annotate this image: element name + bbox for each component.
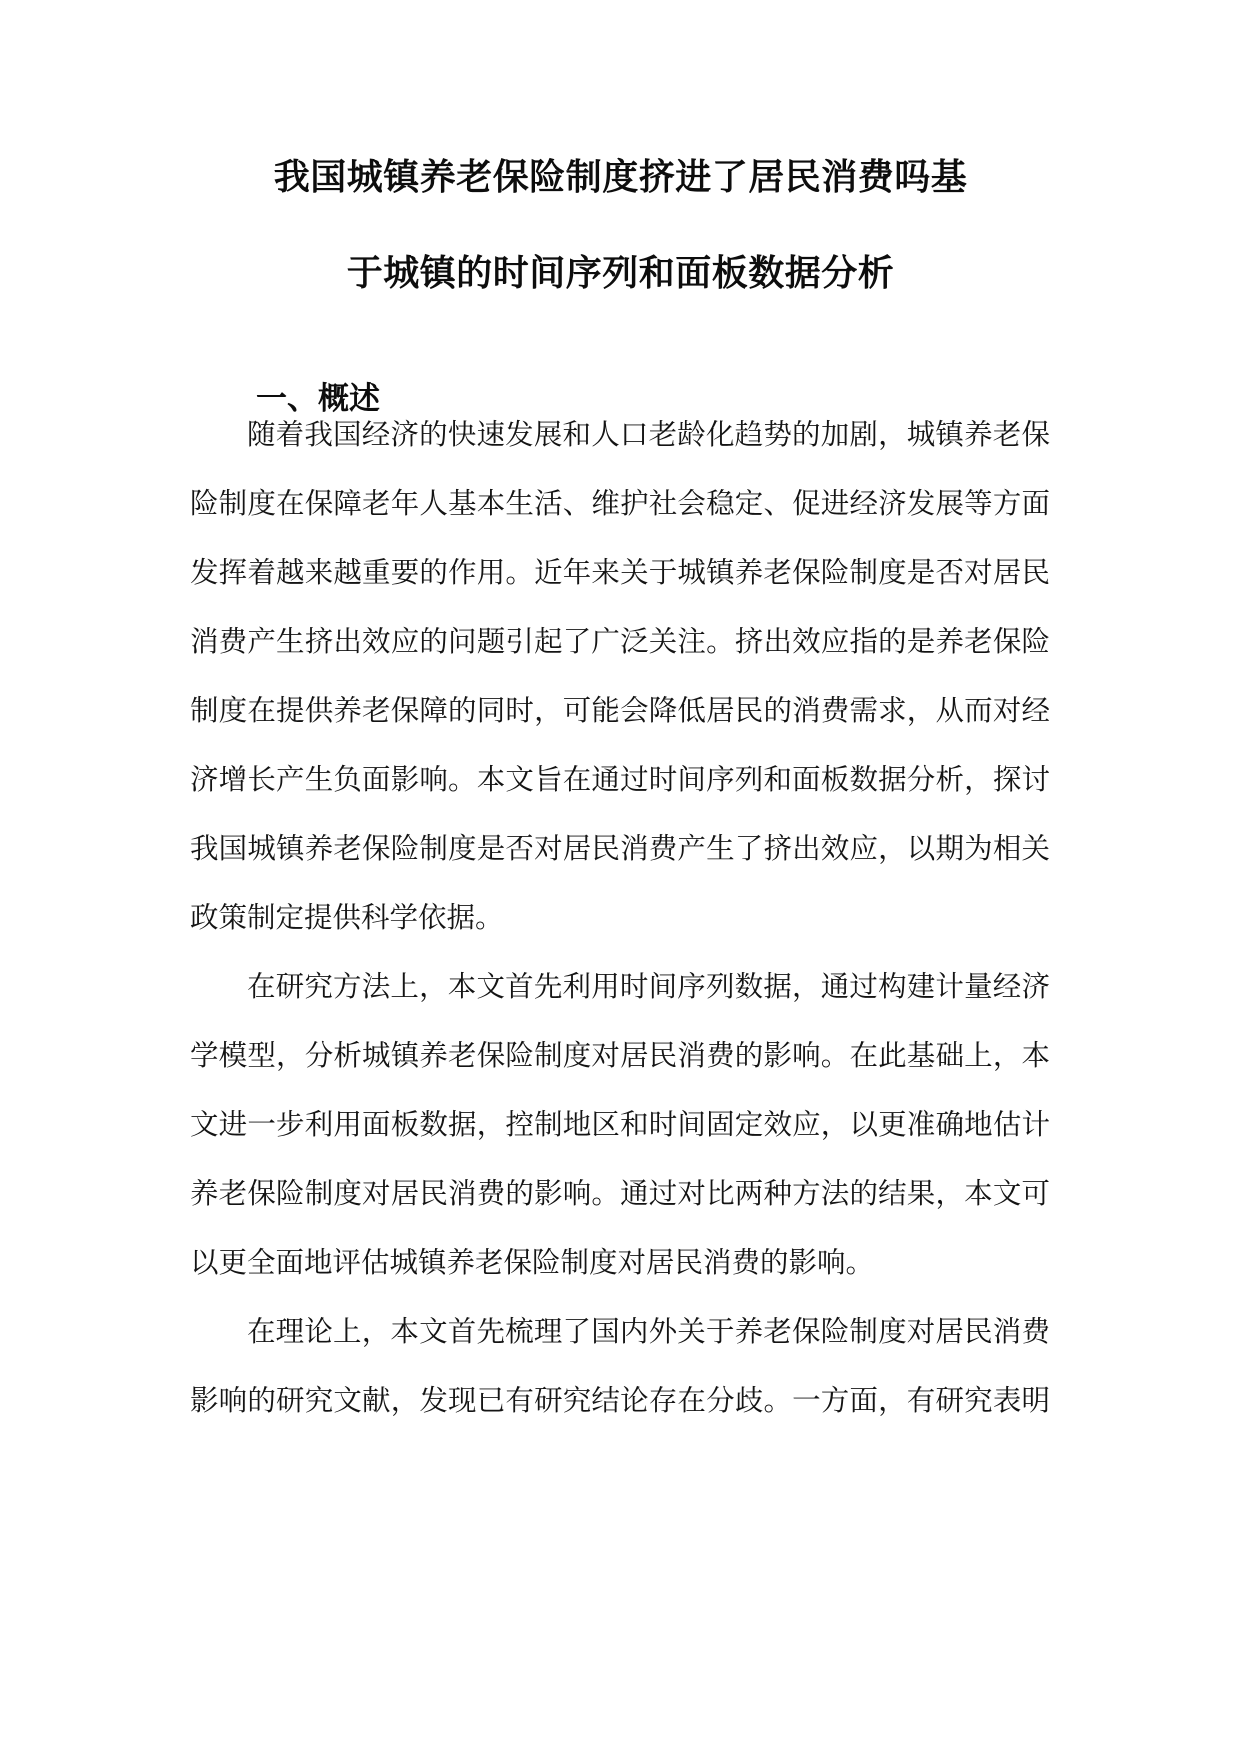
paragraph-1-line-7: 我国城镇养老保险制度是否对居民消费产生了挤出效应，以期为相关: [190, 832, 1050, 865]
document-title-line-2: 于城镇的时间序列和面板数据分析: [346, 253, 895, 294]
section-heading: 一、概述: [256, 381, 380, 417]
paragraph-1-line-6: 济增长产生负面影响。本文旨在通过时间序列和面板数据分析，探讨: [190, 763, 1050, 796]
document-title-line-1: 我国城镇养老保险制度挤进了居民消费吗基: [273, 157, 968, 198]
paragraph-1-line-4: 消费产生挤出效应的问题引起了广泛关注。挤出效应指的是养老保险: [190, 625, 1050, 658]
paragraph-1-line-8: 政策制定提供科学依据。: [190, 901, 504, 934]
paragraph-1-line-2: 险制度在保障老年人基本生活、维护社会稳定、促进经济发展等方面: [190, 487, 1050, 520]
paragraph-3-line-2: 影响的研究文献，发现已有研究结论存在分歧。一方面，有研究表明: [190, 1384, 1050, 1417]
paragraph-2-line-4: 养老保险制度对居民消费的影响。通过对比两种方法的结果，本文可: [190, 1177, 1050, 1210]
paragraph-2-line-2: 学模型，分析城镇养老保险制度对居民消费的影响。在此基础上，本: [190, 1039, 1050, 1072]
paragraph-2-line-3: 文进一步利用面板数据，控制地区和时间固定效应，以更准确地估计: [190, 1108, 1050, 1141]
paragraph-2-line-1: 在研究方法上，本文首先利用时间序列数据，通过构建计量经济: [247, 970, 1050, 1003]
paragraph-1-line-5: 制度在提供养老保障的同时，可能会降低居民的消费需求，从而对经: [190, 694, 1050, 727]
paragraph-1-line-1: 随着我国经济的快速发展和人口老龄化趋势的加剧，城镇养老保: [247, 418, 1050, 451]
paragraph-1-line-3: 发挥着越来越重要的作用。近年来关于城镇养老保险制度是否对居民: [190, 556, 1050, 589]
paragraph-2-line-5: 以更全面地评估城镇养老保险制度对居民消费的影响。: [190, 1246, 875, 1279]
paragraph-3-line-1: 在理论上，本文首先梳理了国内外关于养老保险制度对居民消费: [247, 1315, 1050, 1348]
